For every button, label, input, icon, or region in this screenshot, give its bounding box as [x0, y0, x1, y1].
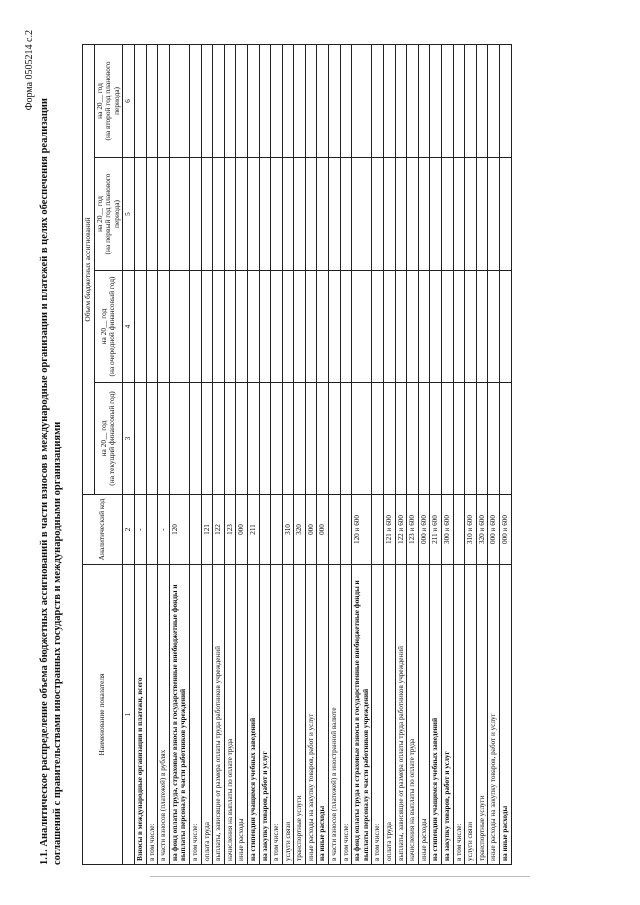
row-analytic-code: 121: [201, 495, 213, 565]
table-row: [189, 44, 201, 864]
row-amount-cell: [476, 158, 488, 271]
table-row: [201, 44, 213, 864]
row-amount-cell: [134, 271, 146, 383]
row-analytic-code: [453, 495, 465, 565]
row-amount-cell: [395, 383, 407, 495]
row-amount-cell: [488, 271, 500, 383]
row-indicator-name: на закупку товаров, работ и услуг: [259, 565, 271, 865]
row-amount-cell: [259, 44, 271, 157]
row-amount-cell: [134, 44, 146, 157]
table-row: [317, 44, 329, 864]
row-indicator-name: на стипендии учащимся учебных заведений: [247, 565, 259, 865]
row-indicator-name: в том числе:: [340, 565, 352, 865]
row-indicator-name: на иные расходы: [499, 565, 511, 865]
row-amount-cell: [442, 383, 454, 495]
row-amount-cell: [213, 44, 225, 157]
row-amount-cell: [189, 158, 201, 271]
row-amount-cell: [352, 271, 372, 383]
row-analytic-code: 000: [305, 495, 317, 565]
row-analytic-code: [259, 495, 271, 565]
row-analytic-code: [372, 495, 384, 565]
row-amount-cell: [476, 383, 488, 495]
row-amount-cell: [352, 44, 372, 157]
row-indicator-name: на фонд оплаты труда и страховые взносы в государственные внебюджетные фонды и выплаты персоналу в части работников учреждений: [352, 565, 372, 865]
row-amount-cell: [247, 44, 259, 157]
row-amount-cell: [453, 44, 465, 157]
table-row: [352, 44, 372, 864]
row-analytic-code: 122: [213, 495, 225, 565]
row-indicator-name: оплата труда: [384, 565, 396, 865]
row-amount-cell: [442, 271, 454, 383]
row-indicator-name: начисления на выплаты по оплате труда: [407, 565, 419, 865]
row-analytic-code: 123 и 600: [407, 495, 419, 565]
row-amount-cell: [305, 383, 317, 495]
table-row: [158, 44, 170, 864]
table-row: [224, 44, 236, 864]
row-amount-cell: [201, 383, 213, 495]
row-amount-cell: [213, 271, 225, 383]
row-amount-cell: [294, 271, 306, 383]
table-row: [499, 44, 511, 864]
table-row: [407, 44, 419, 864]
row-amount-cell: [305, 271, 317, 383]
row-amount-cell: [395, 271, 407, 383]
row-amount-cell: [282, 383, 294, 495]
row-amount-cell: [329, 158, 341, 271]
row-amount-cell: [430, 44, 442, 157]
allocation-table: [82, 44, 512, 865]
row-amount-cell: [213, 383, 225, 495]
row-analytic-code: [146, 495, 158, 565]
row-amount-cell: [247, 271, 259, 383]
row-amount-cell: [395, 158, 407, 271]
row-amount-cell: [294, 44, 306, 157]
row-amount-cell: [294, 158, 306, 271]
column-number: 1: [123, 565, 135, 865]
row-amount-cell: [499, 271, 511, 383]
table-row: [271, 44, 283, 864]
row-amount-cell: [340, 271, 352, 383]
row-amount-cell: [488, 158, 500, 271]
row-amount-cell: [305, 44, 317, 157]
row-amount-cell: [453, 271, 465, 383]
row-indicator-name: иные расходы на закупку товаров, работ и услуг: [305, 565, 317, 865]
row-amount-cell: [488, 383, 500, 495]
table-row: [213, 44, 225, 864]
column-number: 5: [123, 158, 135, 271]
row-amount-cell: [407, 383, 419, 495]
row-indicator-name: услуги связи: [282, 565, 294, 865]
column-number: 3: [123, 383, 135, 495]
row-amount-cell: [395, 44, 407, 157]
row-amount-cell: [372, 158, 384, 271]
row-amount-cell: [259, 158, 271, 271]
row-amount-cell: [271, 383, 283, 495]
row-amount-cell: [317, 383, 329, 495]
row-indicator-name: Взносы в международные организации и платежи, всего: [134, 565, 146, 865]
table-row: [259, 44, 271, 864]
table-row: [430, 44, 442, 864]
row-amount-cell: [465, 158, 477, 271]
row-amount-cell: [499, 44, 511, 157]
row-indicator-name: выплаты, зависящие от размера оплаты труда работников учреждений: [213, 565, 225, 865]
row-amount-cell: [282, 44, 294, 157]
row-amount-cell: [407, 44, 419, 157]
header-volume-group: Объем бюджетных ассигнований: [83, 44, 95, 494]
column-number: 2: [123, 495, 135, 565]
table-row: [488, 44, 500, 864]
row-amount-cell: [189, 44, 201, 157]
row-amount-cell: [407, 158, 419, 271]
table-row: [340, 44, 352, 864]
row-analytic-code: -: [134, 495, 146, 565]
header-year-plan1: на 20__ год (на первый год планового периода): [94, 158, 123, 271]
row-amount-cell: [294, 383, 306, 495]
row-amount-cell: [259, 383, 271, 495]
row-amount-cell: [201, 271, 213, 383]
row-amount-cell: [305, 158, 317, 271]
table-row: [418, 44, 430, 864]
row-indicator-name: в том числе:: [372, 565, 384, 865]
row-analytic-code: 120: [169, 495, 189, 565]
row-amount-cell: [169, 271, 189, 383]
table-row: [329, 44, 341, 864]
row-indicator-name: оплата труда: [201, 565, 213, 865]
row-amount-cell: [189, 383, 201, 495]
table-row: [476, 44, 488, 864]
row-amount-cell: [329, 44, 341, 157]
row-amount-cell: [352, 383, 372, 495]
table-row: [442, 44, 454, 864]
row-analytic-code: [329, 495, 341, 565]
row-amount-cell: [430, 158, 442, 271]
header-year-next: на 20__ год (на очередной финансовый год): [94, 271, 123, 383]
row-amount-cell: [453, 158, 465, 271]
row-indicator-name: иные расходы: [418, 565, 430, 865]
table-row: [294, 44, 306, 864]
row-amount-cell: [329, 383, 341, 495]
table-row: [305, 44, 317, 864]
row-amount-cell: [453, 383, 465, 495]
row-amount-cell: [224, 158, 236, 271]
row-amount-cell: [259, 271, 271, 383]
row-amount-cell: [158, 158, 170, 271]
row-amount-cell: [146, 44, 158, 157]
row-indicator-name: в части взносов (платежей) в рублях: [158, 565, 170, 865]
row-amount-cell: [271, 158, 283, 271]
row-analytic-code: 320 и 600: [476, 495, 488, 565]
row-indicator-name: иные расходы: [236, 565, 248, 865]
table-row: [384, 44, 396, 864]
row-analytic-code: 310 и 600: [465, 495, 477, 565]
row-amount-cell: [384, 383, 396, 495]
row-amount-cell: [213, 158, 225, 271]
row-analytic-code: [189, 495, 201, 565]
row-amount-cell: [384, 271, 396, 383]
row-amount-cell: [158, 271, 170, 383]
row-analytic-code: 310: [282, 495, 294, 565]
row-analytic-code: 120 и 600: [352, 495, 372, 565]
row-indicator-name: на иные расходы: [317, 565, 329, 865]
row-analytic-code: 300 и 600: [442, 495, 454, 565]
header-code: Аналитический код: [83, 495, 123, 565]
column-number: 4: [123, 271, 135, 383]
row-amount-cell: [189, 271, 201, 383]
row-indicator-name: на стипендии учащимся учебных заведений: [430, 565, 442, 865]
row-analytic-code: 121 и 600: [384, 495, 396, 565]
row-amount-cell: [271, 44, 283, 157]
row-amount-cell: [476, 44, 488, 157]
row-amount-cell: [465, 271, 477, 383]
row-amount-cell: [201, 158, 213, 271]
row-amount-cell: [224, 383, 236, 495]
row-amount-cell: [236, 383, 248, 495]
document-title: 1.1. Аналитическое распределение объема бюджетных ассигнований в части взносов в международные организации и платежей в целях обеспечения реализации соглашений с правительствами иностранных государств и международными организациями: [39, 98, 63, 865]
row-amount-cell: [442, 158, 454, 271]
row-amount-cell: [418, 271, 430, 383]
row-amount-cell: [146, 271, 158, 383]
row-indicator-name: транспортные услуги: [294, 565, 306, 865]
row-amount-cell: [465, 44, 477, 157]
row-analytic-code: 211: [247, 495, 259, 565]
row-amount-cell: [236, 271, 248, 383]
row-amount-cell: [430, 383, 442, 495]
row-amount-cell: [146, 158, 158, 271]
row-indicator-name: выплаты, зависящие от размера оплаты труда работников учреждений: [395, 565, 407, 865]
row-amount-cell: [384, 44, 396, 157]
row-amount-cell: [384, 158, 396, 271]
row-analytic-code: 000 и 600: [418, 495, 430, 565]
table-row: [465, 44, 477, 864]
row-amount-cell: [499, 383, 511, 495]
row-amount-cell: [430, 271, 442, 383]
row-amount-cell: [158, 383, 170, 495]
column-number: 6: [123, 44, 135, 157]
row-amount-cell: [146, 383, 158, 495]
row-amount-cell: [282, 271, 294, 383]
scan-edge-line: [150, 876, 530, 877]
row-analytic-code: 000: [317, 495, 329, 565]
row-analytic-code: 123: [224, 495, 236, 565]
row-amount-cell: [271, 271, 283, 383]
row-amount-cell: [340, 383, 352, 495]
table-row: [282, 44, 294, 864]
row-amount-cell: [247, 158, 259, 271]
row-amount-cell: [282, 158, 294, 271]
table-row: [247, 44, 259, 864]
row-amount-cell: [340, 44, 352, 157]
row-amount-cell: [442, 44, 454, 157]
row-amount-cell: [317, 44, 329, 157]
row-amount-cell: [134, 158, 146, 271]
row-indicator-name: транспортные услуги: [476, 565, 488, 865]
row-amount-cell: [418, 158, 430, 271]
row-indicator-name: на закупку товаров, работ и услуг: [442, 565, 454, 865]
row-analytic-code: 000 и 600: [488, 495, 500, 565]
form-number: Форма 0505214 с.2: [24, 30, 35, 111]
table-row: [453, 44, 465, 864]
row-amount-cell: [476, 271, 488, 383]
row-amount-cell: [236, 44, 248, 157]
header-year-current: на 20__ год (на текущий финансовый год): [94, 383, 123, 495]
row-indicator-name: иные расходы на закупку товаров, работ и услуг: [488, 565, 500, 865]
row-amount-cell: [465, 383, 477, 495]
row-amount-cell: [488, 44, 500, 157]
row-amount-cell: [169, 44, 189, 157]
row-amount-cell: [407, 271, 419, 383]
row-amount-cell: [169, 383, 189, 495]
table-row: [236, 44, 248, 864]
row-analytic-code: 211 и 600: [430, 495, 442, 565]
row-amount-cell: [418, 383, 430, 495]
row-analytic-code: 000: [236, 495, 248, 565]
row-amount-cell: [372, 44, 384, 157]
table-row: [134, 44, 146, 864]
row-amount-cell: [134, 383, 146, 495]
row-indicator-name: на фонд оплаты труда, страховые взносы в государственные внебюджетные фонды и выплаты персоналу в части работников учреждений: [169, 565, 189, 865]
header-name: Наименование показателя: [83, 565, 123, 865]
row-indicator-name: в части взносов (платежей) в иностранной валюте: [329, 565, 341, 865]
row-amount-cell: [317, 158, 329, 271]
row-amount-cell: [372, 271, 384, 383]
header-year-plan2: на 20__ год (на второй год планового периода): [94, 44, 123, 157]
row-amount-cell: [247, 383, 259, 495]
table-row: [146, 44, 158, 864]
row-analytic-code: -: [158, 495, 170, 565]
row-analytic-code: 320: [294, 495, 306, 565]
row-amount-cell: [201, 44, 213, 157]
table-row: [169, 44, 189, 864]
row-indicator-name: в том числе:: [271, 565, 283, 865]
row-indicator-name: начисления на выплаты по оплате труда: [224, 565, 236, 865]
table-row: [395, 44, 407, 864]
row-indicator-name: в том числе:: [453, 565, 465, 865]
row-amount-cell: [158, 44, 170, 157]
row-amount-cell: [499, 158, 511, 271]
row-amount-cell: [224, 44, 236, 157]
row-amount-cell: [372, 383, 384, 495]
table-row: [372, 44, 384, 864]
row-analytic-code: [271, 495, 283, 565]
row-analytic-code: 000 и 600: [499, 495, 511, 565]
row-analytic-code: 122 и 600: [395, 495, 407, 565]
row-amount-cell: [224, 271, 236, 383]
row-amount-cell: [317, 271, 329, 383]
row-amount-cell: [352, 158, 372, 271]
table-body: [134, 44, 511, 864]
row-indicator-name: в том числе:: [146, 565, 158, 865]
row-amount-cell: [418, 44, 430, 157]
row-analytic-code: [340, 495, 352, 565]
row-amount-cell: [236, 158, 248, 271]
row-indicator-name: в том числе:: [189, 565, 201, 865]
column-numbers-row: [123, 44, 135, 864]
row-indicator-name: услуги связи: [465, 565, 477, 865]
row-amount-cell: [329, 271, 341, 383]
row-amount-cell: [340, 158, 352, 271]
row-amount-cell: [169, 158, 189, 271]
